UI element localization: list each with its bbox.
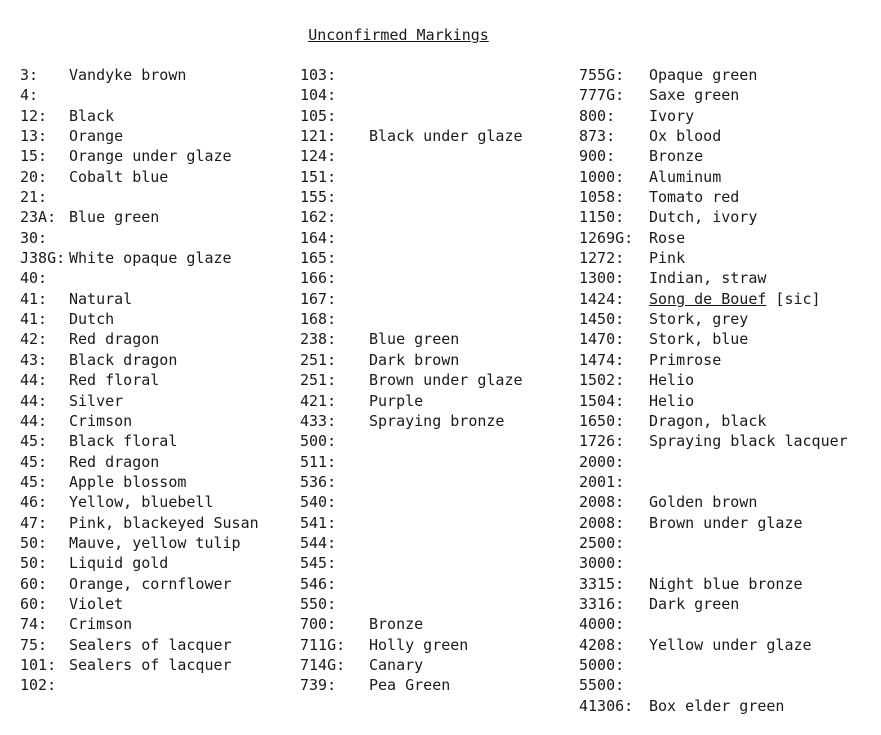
marking-code: 3315: (579, 574, 625, 593)
marking-color-label: Helio (649, 371, 695, 390)
marking-code: 1502: (579, 371, 625, 390)
marking-code: 700: (300, 615, 337, 634)
marking-color-label: Cobalt blue (69, 167, 169, 186)
marking-color-label: Bronze (369, 615, 424, 634)
marking-code: 44: (20, 371, 48, 390)
marking-color-label: Mauve, yellow tulip (69, 533, 241, 552)
marking-code: 238: (300, 330, 337, 349)
marking-code: 151: (300, 167, 337, 186)
marking-code: 167: (300, 289, 337, 308)
marking-color-label: Ox blood (649, 127, 722, 146)
marking-color-label: Box elder green (649, 696, 785, 715)
marking-code: 1424: (579, 289, 625, 308)
marking-code: 60: (20, 574, 48, 593)
marking-color-label: Brown under glaze (649, 513, 803, 532)
marking-code: 40: (20, 269, 48, 288)
marking-color-label: Orange, cornflower (69, 574, 232, 593)
marking-code: 777G: (579, 86, 625, 105)
marking-code: 47: (20, 513, 48, 532)
marking-code: 21: (20, 188, 48, 207)
marking-color-label: Orange under glaze (69, 147, 232, 166)
marking-code: 104: (300, 86, 337, 105)
marking-color-label: Yellow, bluebell (69, 493, 214, 512)
page-title: Unconfirmed Markings (308, 26, 489, 44)
marking-code: 540: (300, 493, 337, 512)
marking-code: 45: (20, 452, 48, 471)
marking-code: 168: (300, 310, 337, 329)
marking-color-label: Silver (69, 391, 124, 410)
marking-code: 251: (300, 371, 337, 390)
marking-color-label: Opaque green (649, 66, 758, 84)
marking-color-label: Indian, straw (649, 269, 767, 288)
marking-code: 13: (20, 127, 48, 146)
marking-code: 550: (300, 594, 337, 613)
marking-code: 1726: (579, 432, 625, 451)
marking-color-label-underlined: Song de Bouef (649, 289, 767, 308)
marking-code: 30: (20, 228, 48, 247)
marking-code: 421: (300, 391, 337, 410)
marking-code: 2500: (579, 533, 625, 552)
marking-color-label: Night blue bronze (649, 574, 803, 593)
marking-code: J38G: (20, 249, 66, 268)
marking-code: 101: (20, 655, 57, 674)
marking-code: 541: (300, 513, 337, 532)
marking-code: 60: (20, 594, 48, 613)
marking-color-label: Dragon, black (649, 411, 767, 430)
marking-color-label: Ivory (649, 106, 695, 125)
marking-code: 4000: (579, 615, 625, 634)
marking-code: 2008: (579, 513, 625, 532)
marking-code: 44: (20, 411, 48, 430)
marking-code: 105: (300, 106, 337, 125)
marking-code: 165: (300, 249, 337, 268)
marking-code: 433: (300, 411, 337, 430)
marking-code: 714G: (300, 655, 346, 674)
marking-code: 50: (20, 554, 48, 573)
marking-code: 4208: (579, 635, 625, 654)
marking-color-label (649, 289, 821, 309)
marking-code: 75: (20, 635, 48, 654)
marking-code: 44: (20, 391, 48, 410)
marking-code: 2000: (579, 452, 625, 471)
marking-color-label: Canary (369, 655, 424, 674)
marking-code: 546: (300, 574, 337, 593)
marking-code: 1470: (579, 330, 625, 349)
marking-color-label: Spraying bronze (369, 411, 505, 430)
marking-code: 162: (300, 208, 337, 227)
marking-color-label: Blue green (369, 330, 460, 349)
marking-color-label: Red dragon (69, 452, 160, 471)
marking-code: 166: (300, 269, 337, 288)
marking-color-label: Blue green (69, 208, 160, 227)
marking-color-label: Purple (369, 391, 424, 410)
marking-code: 3: (20, 66, 39, 84)
marking-color-label: Violet (69, 594, 124, 613)
marking-code: 1269G: (579, 228, 634, 247)
marking-code: 5000: (579, 655, 625, 674)
marking-color-label: Spraying black lacquer (649, 432, 848, 451)
marking-code: 43: (20, 350, 48, 369)
marking-code: 20: (20, 167, 48, 186)
marking-color-label: Holly green (369, 635, 469, 654)
marking-code: 23A: (20, 208, 57, 227)
marking-code: 711G: (300, 635, 346, 654)
marking-code: 251: (300, 350, 337, 369)
marking-code: 42: (20, 330, 48, 349)
marking-color-label: Apple blossom (69, 472, 187, 491)
marking-code: 164: (300, 228, 337, 247)
marking-color-label: Tomato red (649, 188, 740, 207)
marking-color-label: Dutch, ivory (649, 208, 758, 227)
marking-color-label: Dutch (69, 310, 115, 329)
marking-code: 3000: (579, 554, 625, 573)
marking-code: 1150: (579, 208, 625, 227)
marking-color-label: Dark brown (369, 350, 460, 369)
marking-code: 46: (20, 493, 48, 512)
marking-color-label: Black (69, 106, 115, 125)
marking-color-label: Orange (69, 127, 124, 146)
marking-color-label: Dark green (649, 594, 740, 613)
marking-code: 41306: (579, 696, 634, 715)
marking-code: 12: (20, 106, 48, 125)
marking-color-label: Black under glaze (369, 127, 523, 146)
marking-code: 755G: (579, 66, 625, 84)
marking-color-label: Black floral (69, 432, 178, 451)
marking-color-label: Crimson (69, 615, 133, 634)
marking-color-label: Aluminum (649, 167, 722, 186)
marking-color-label: Red dragon (69, 330, 160, 349)
marking-color-label: Pea Green (369, 676, 451, 695)
marking-color-label: Black dragon (69, 350, 178, 369)
marking-code: 45: (20, 432, 48, 451)
marking-code: 155: (300, 188, 337, 207)
marking-color-label: Pink, blackeyed Susan (69, 513, 259, 532)
marking-color-label: Bronze (649, 147, 704, 166)
marking-code: 1058: (579, 188, 625, 207)
marking-code: 103: (300, 66, 337, 84)
marking-color-label: Pink (649, 249, 686, 268)
marking-color-label: Helio (649, 391, 695, 410)
marking-color-label: Stork, blue (649, 330, 749, 349)
marking-color-label: Sealers of lacquer (69, 635, 232, 654)
marking-color-label: Golden brown (649, 493, 758, 512)
marking-code: 3316: (579, 594, 625, 613)
marking-code: 2008: (579, 493, 625, 512)
marking-code: 873: (579, 127, 616, 146)
marking-code: 1504: (579, 391, 625, 410)
marking-color-label: Yellow under glaze (649, 635, 812, 654)
marking-code: 41: (20, 289, 48, 308)
marking-color-label: Liquid gold (69, 554, 169, 573)
marking-code: 1000: (579, 167, 625, 186)
marking-color-label: Vandyke brown (69, 66, 187, 84)
marking-color-label: Rose (649, 228, 686, 247)
marking-code: 739: (300, 676, 337, 695)
marking-color-label: Brown under glaze (369, 371, 523, 390)
sic-note: [sic] (766, 289, 821, 308)
marking-code: 1650: (579, 411, 625, 430)
marking-color-label: Red floral (69, 371, 160, 390)
marking-code: 121: (300, 127, 337, 146)
marking-code: 41: (20, 310, 48, 329)
marking-code: 545: (300, 554, 337, 573)
marking-code: 4: (20, 86, 39, 105)
marking-code: 74: (20, 615, 48, 634)
marking-color-label: Crimson (69, 411, 133, 430)
marking-color-label: Natural (69, 289, 133, 308)
marking-color-label: Primrose (649, 350, 722, 369)
marking-code: 5500: (579, 676, 625, 695)
marking-color-label: White opaque glaze (69, 249, 232, 268)
marking-code: 1300: (579, 269, 625, 288)
marking-code: 536: (300, 472, 337, 491)
marking-color-label: Saxe green (649, 86, 740, 105)
marking-code: 50: (20, 533, 48, 552)
marking-code: 500: (300, 432, 337, 451)
marking-code: 1450: (579, 310, 625, 329)
marking-code: 900: (579, 147, 616, 166)
marking-code: 511: (300, 452, 337, 471)
marking-code: 15: (20, 147, 48, 166)
marking-code: 124: (300, 147, 337, 166)
marking-color-label: Sealers of lacquer (69, 655, 232, 674)
marking-code: 2001: (579, 472, 625, 491)
marking-code: 102: (20, 676, 57, 695)
marking-code: 45: (20, 472, 48, 491)
marking-code: 800: (579, 106, 616, 125)
marking-code: 1272: (579, 249, 625, 268)
marking-code: 544: (300, 533, 337, 552)
marking-color-label: Stork, grey (649, 310, 749, 329)
marking-code: 1474: (579, 350, 625, 369)
